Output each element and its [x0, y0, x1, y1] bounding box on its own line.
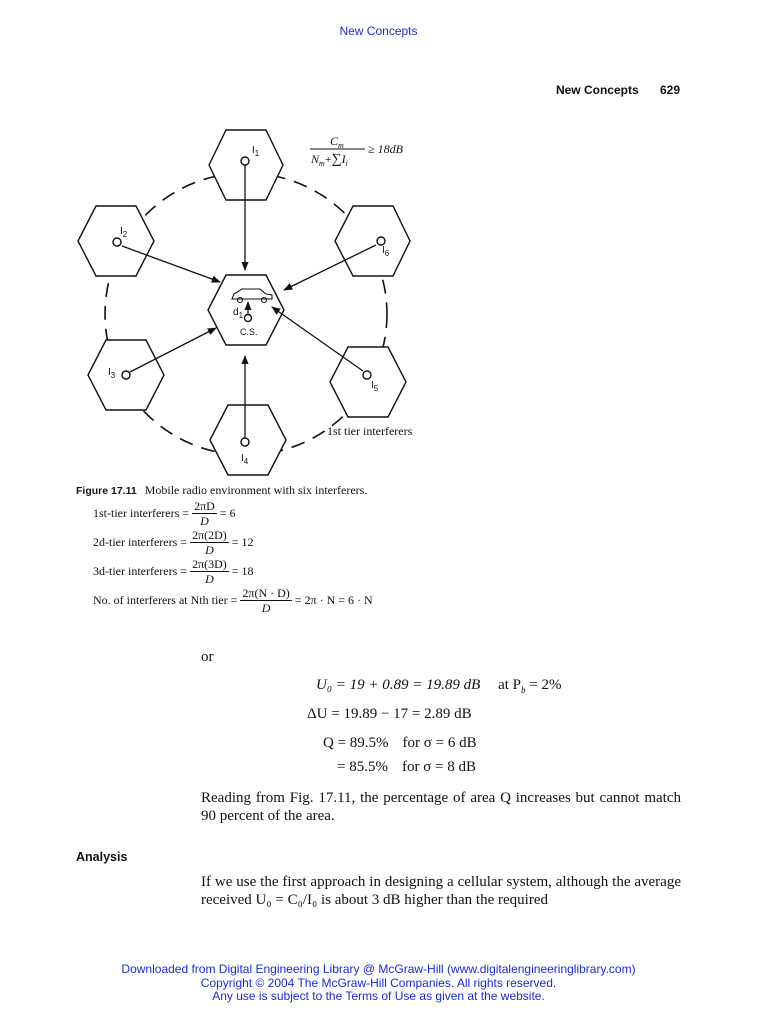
equation-u0: U₀ = 19 + 0.89 = 19.89 dB at $P_b = 2\%$ [316, 677, 562, 695]
footer-copyright: Copyright © 2004 The McGraw-Hill Companies. All rights reserved. [200, 975, 557, 990]
running-head [538, 83, 680, 97]
hex-cell-i6 [335, 206, 410, 276]
tier-row: 3d-tier interferers = $\frac{2\pi(3D)}{D}$ = 18 [93, 557, 254, 586]
label-i1: $I_1$ [252, 145, 260, 158]
svg-text:≥ 18dB: ≥ 18dB [368, 142, 403, 156]
hex-cell-i5 [330, 347, 406, 417]
running-title: New Concepts [555, 83, 639, 97]
section-heading: Analysis [76, 850, 128, 864]
equation-q2: = 85.5% for σ = 8 dB [337, 759, 477, 775]
footer-download-link[interactable]: Downloaded from Digital Engineering Library @ McGraw-Hill (www.digitalengineeringlibrary.com) [121, 962, 636, 976]
interferer-i2-dot [113, 238, 121, 246]
interferer-i6-dot [377, 237, 385, 245]
tier-row: 1st-tier interferers = $\frac{2\pi D}{D}$ = 6 [93, 499, 236, 528]
tier-equations [93, 499, 373, 615]
label-i6: $I_6$ [382, 245, 390, 258]
sir-formula [310, 134, 404, 168]
cell-site-dot [245, 315, 252, 322]
svg-text:Cm: $C_m$ [330, 134, 344, 150]
equation-delta-u: ΔU = 19.89 − 17 = 2.89 dB [307, 706, 472, 722]
footer-terms-link[interactable]: Any use is subject to the Terms of Use as given at the website. [212, 989, 545, 1003]
tier-row: No. of interferers at Nth tier = $\frac{2\pi(N \cdot D)}{D}$ = 2π · N = 6 · N [93, 586, 373, 615]
or-word: or [201, 649, 214, 665]
arrow-from-i5 [272, 307, 363, 371]
interferer-i1-dot [241, 157, 249, 165]
top-link[interactable]: New Concepts [339, 24, 418, 38]
interferer-i4-dot [241, 438, 249, 446]
cell-diagram [60, 120, 440, 480]
label-d1: $d_1$ [233, 307, 244, 320]
footer [0, 963, 757, 1004]
equation-q1: Q = 89.5% for σ = 6 dB [323, 735, 477, 751]
paragraph-reading: Reading from Fig. 17.11, the percentage of area Q increases but cannot match 90 percent of the area. [201, 790, 681, 824]
interferer-i5-dot [363, 371, 371, 379]
page-number: 629 [659, 83, 680, 97]
paragraph-analysis: If we use the first approach in designing a cellular system, although the average received U₀ = C₀/I₀ is about 3 dB higher than the required [201, 874, 681, 908]
label-cell-site: C.S. [240, 327, 258, 337]
label-i2: $I_2$ [120, 226, 128, 239]
label-i5: $I_5$ [371, 380, 379, 393]
figure-caption [76, 483, 367, 498]
figure-caption-text: Mobile radio environment with six interferers. [144, 483, 368, 497]
svg-text:Nm+∑Ii: $N_m+\sum I_i$ [311, 152, 348, 168]
tier-row: 2d-tier interferers = $\frac{2\pi(2D)}{D}$ = 12 [93, 528, 254, 557]
label-i4: $I_4$ [241, 453, 249, 466]
interferer-i3-dot [122, 371, 130, 379]
label-i3: $I_3$ [108, 367, 116, 380]
tier-label: 1st tier interferers [327, 424, 413, 438]
figure-number: Figure 17.11 [76, 485, 137, 497]
